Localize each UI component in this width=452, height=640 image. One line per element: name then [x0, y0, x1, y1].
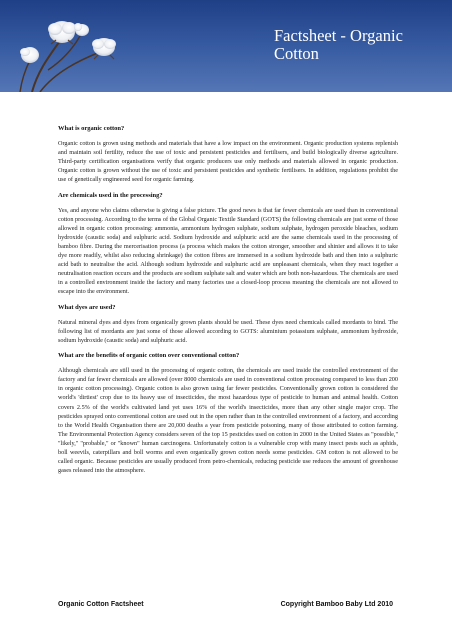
section-paragraph: Organic cotton is grown using methods and materials that have a low impact on the environment. Organic production systems replenish and maintain soil fertility, reduce the use of toxic and persistent pesticides and fertilisers, and build biologically diverse agriculture. Third-party certification organisations verify that organic producers use only methods and materials allowed in organic production. Organic cotton is grown without the use of toxic and persistent pesticides and synthetic fertilisers. In addition, regulations prohibit the use of genetically engineered seed for organic farming. — [58, 140, 398, 184]
section-heading: What dyes are used? — [58, 303, 116, 311]
section-paragraph: Natural mineral dyes and dyes from organically grown plants should be used. These dyes need chemicals called mordants to bind. The following list of mordants are just some of those allowed according to GOTS: aluminium potassium sulphate, ammonium hydroxide, sodium hydroxide (caustic soda) and sulphuric acid. — [58, 318, 398, 344]
section-paragraph: Although chemicals are still used in the processing of organic cotton, the chemicals are used inside the controlled environment of the factory and far fewer chemicals are allowed (over 8000 chemicals are used in conventional cotton processing compared to less than 200 in organic cotton processing). Organic cotton is also grown using far fewer pesticides. Conventionally grown cotton is considered the world's 'dirtiest' crop due to its heavy use of insecticides, the most hazardous type of pesticide to human and animal health. Cotton covers 2.5% of the world's cultivated land yet uses 16% of the world's insecticides, more than any other single major crop. The pesticides sprayed onto conventional cotton are used out in the open rather than in the controlled environment of a factory, and according to the World Health Organisation there are 20,000 deaths a year from pesticide poisoning, many of those attributed to cotton farming. The Environmental Protection Agency considers seven of the top 15 pesticides used on cotton in 2000 in the United States as "possible," "likely," "probable," or "known" human carcinogens. Unfortunately cotton is a vulnerable crop with many insect pests such as aphids, boll weevils, caterpillars and boll worms and even organically grown cotton needs some pesticides. GM cotton is not allowed to be called organic. Because pesticides are usually produced from petro-chemicals, reducing pesticide use reduces the amount of greenhouse gases released into the atmosphere. — [58, 367, 398, 474]
section-heading: Are chemicals used in the processing? — [58, 191, 163, 199]
header-banner — [0, 0, 452, 92]
section-heading: What are the benefits of organic cotton over conventional cotton? — [58, 352, 240, 360]
article-body — [58, 124, 398, 481]
cotton-boll-icon — [74, 23, 89, 36]
footer-copyright: Copyright Bamboo Baby Ltd 2010 — [280, 601, 393, 608]
section-heading: What is organic cotton? — [58, 125, 125, 132]
cotton-boll-icon — [48, 21, 76, 43]
section-paragraph: Yes, and anyone who claims otherwise is giving a false picture. The good news is that far fewer chemicals are used than in conventional cotton processing. According to the terms of the Global Organic Textile Standard (GOTS) the following chemicals are just some of those allowed in organic cotton processing: ammonia, ammonium hydrogen sulphate, sodium sulphate, hydrogen peroxide bleaches, sodium hydroxide (caustic soda) and sulphuric acid. Sodium hydroxide and sulphuric acid are the same chemicals used in the processing of bamboo fibre. During the mercerisation process (a process which makes the cotton stronger, smoother and shinier and allows it to take dye more readily, whilst also reducing shrinkage) the cotton fibres are immersed in a sodium hydroxide bath and then into a sulphuric acid bath to neutralise the acid. Although sodium hydroxide and sulphuric acid are unpleasant chemicals, when they react together a neutralisation reaction occurs and the products are sodium sulphate salt and water which are both non-hazardous. The chemicals are used in a controlled environment inside the factory and many factories use a closed-loop process meaning the chemicals are not allowed to escape into the environment. — [58, 206, 398, 296]
cotton-boll-icon — [20, 47, 39, 63]
footer-title: Organic Cotton Factsheet — [58, 601, 144, 608]
page-title: Factsheet - Organic Cotton — [274, 26, 403, 63]
